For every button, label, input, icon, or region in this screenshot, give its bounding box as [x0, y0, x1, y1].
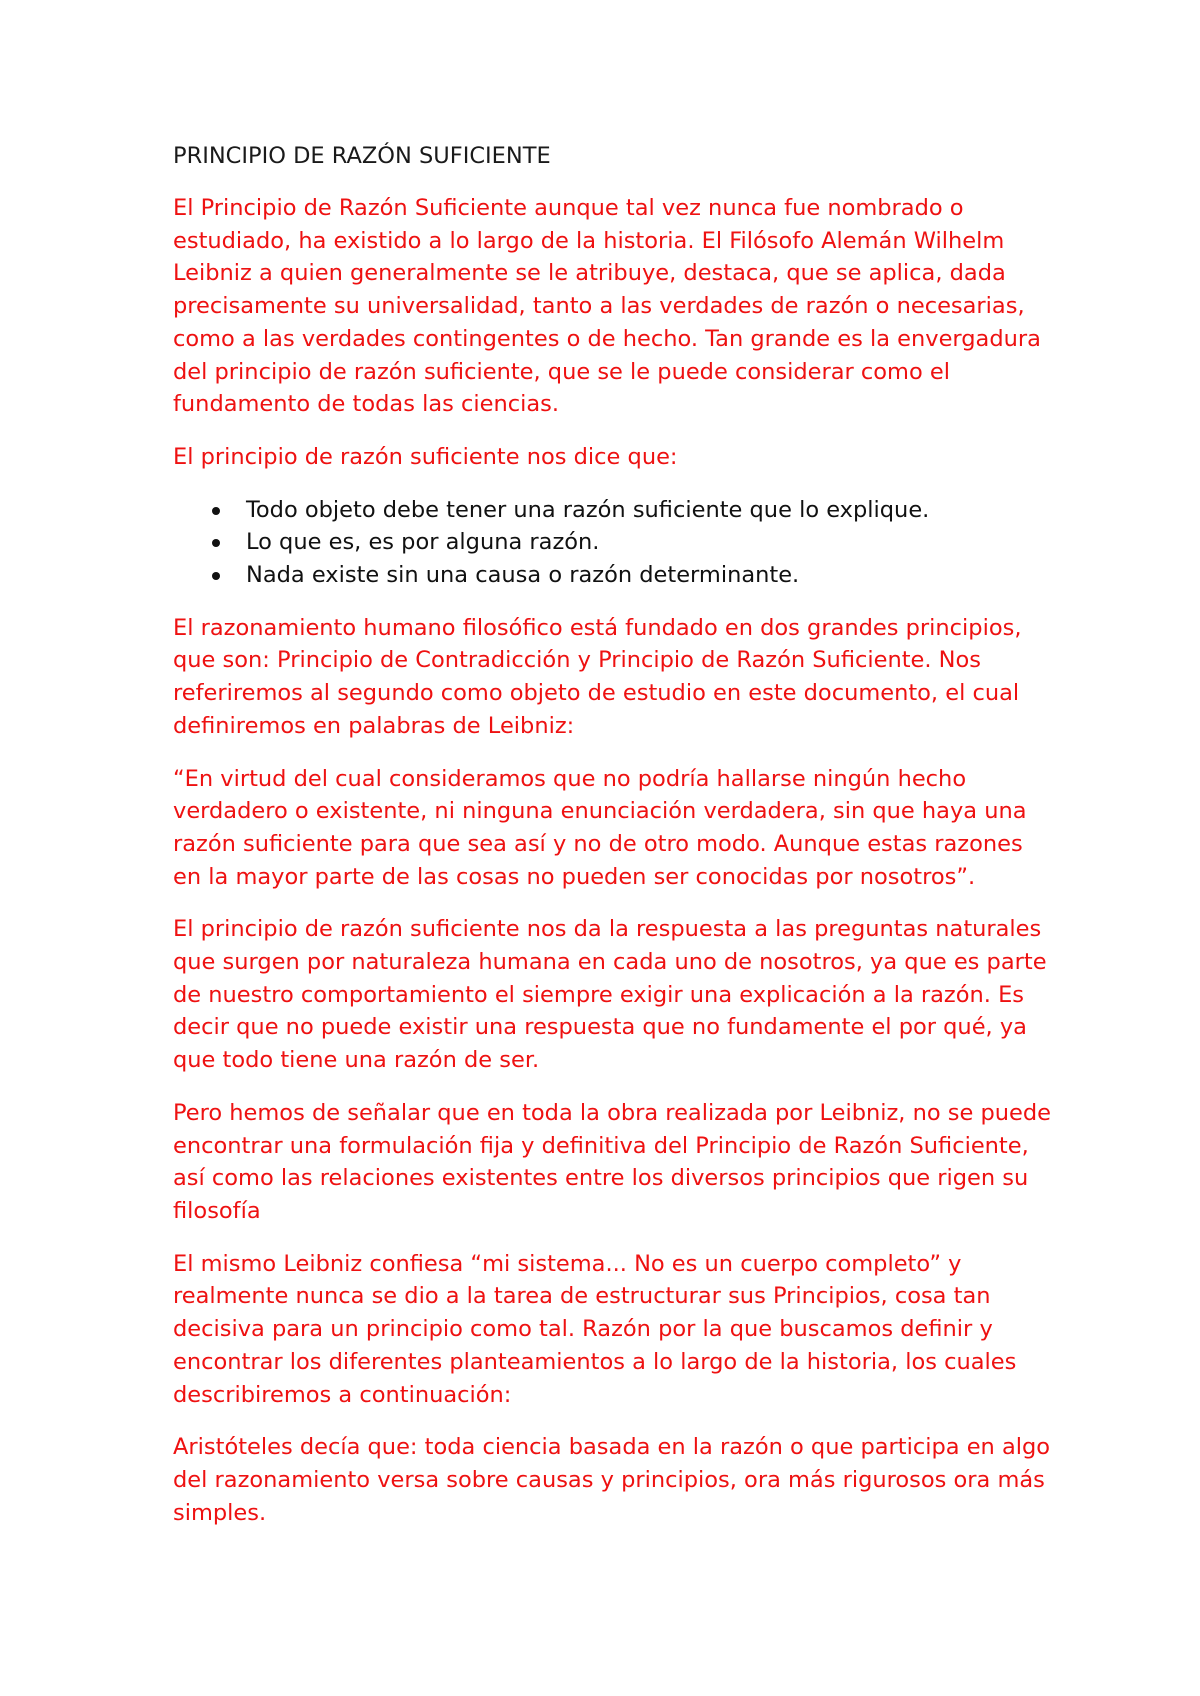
paragraph-answer: El principio de razón suficiente nos da la respuesta a las preguntas naturales que surgen por naturaleza humana en cada uno de nosotros, ya que es parte de nuestro comportamiento el siempre exigir una explicación a la razón. Es decir que no puede existir una respuesta que no fundamente el por qué, ya que todo tiene una razón de ser.: [173, 916, 1047, 1074]
paragraph-lead-in: El principio de razón suficiente nos dice que:: [173, 443, 678, 470]
bullet-dot-icon: [212, 572, 220, 580]
paragraph-reasoning: El razonamiento humano filosófico está fundado en dos grandes principios, que son: Principio de Contradicción y Principio de Razón Suficiente. Nos referiremos al segundo como objeto de estudio en este documento, el cual definiremos en palabras de Leibniz:: [173, 614, 1022, 739]
list-item: [173, 494, 1053, 527]
bullet-list: [173, 494, 1053, 592]
paragraph-quote: “En virtud del cual consideramos que no podría hallarse ningún hecho verdadero o existente, ni ninguna enunciación verdadera, sin que haya una razón suficiente para que sea así y no de otro modo. Aunque estas razones en la mayor parte de las cosas no pueden ser conocidas por nosotros”.: [173, 765, 1027, 890]
list-item-text: Lo que es, es por alguna razón.: [246, 529, 600, 556]
paragraph-intro: El Principio de Razón Suficiente aunque tal vez nunca fue nombrado o estudiado, ha existido a lo largo de la historia. El Filósofo Alemán Wilhelm Leibniz a quien generalmente se le atribuye, destaca, que se aplica, dada precisamente su universalidad, tanto a las verdades de razón o necesarias, como a las verdades contingentes o de hecho. Tan grande es la envergadura del principio de razón suficiente, que se le puede considerar como el fundamento de todas las ciencias.: [173, 195, 1041, 418]
bullet-dot-icon: [212, 507, 220, 515]
list-item: [173, 526, 1053, 559]
paragraph-confession: El mismo Leibniz confiesa “mi sistema... No es un cuerpo completo” y realmente nunca se dio a la tarea de estructurar sus Principios, cosa tan decisiva para un principio como tal. Razón por la que buscamos definir y encontrar los diferentes planteamientos a lo largo de la historia, los cuales describiremos a continuación:: [173, 1250, 1017, 1408]
paragraph-aristotle: Aristóteles decía que: toda ciencia basada en la razón o que participa en algo del razonamiento versa sobre causas y principios, ora más rigurosos ora más simples.: [173, 1434, 1051, 1526]
paragraph-formulation: Pero hemos de señalar que en toda la obra realizada por Leibniz, no se puede encontrar una formulación fija y definitiva del Principio de Razón Suficiente, así como las relaciones existentes entre los diversos principios que rigen su filosofía: [173, 1099, 1052, 1224]
list-item-text: Nada existe sin una causa o razón determinante.: [246, 562, 800, 589]
document-page: [173, 140, 1053, 1549]
list-item: [173, 559, 1053, 592]
list-item-text: Todo objeto debe tener una razón suficiente que lo explique.: [246, 496, 930, 523]
document-title: PRINCIPIO DE RAZÓN SUFICIENTE: [173, 143, 551, 169]
bullet-dot-icon: [212, 539, 220, 547]
